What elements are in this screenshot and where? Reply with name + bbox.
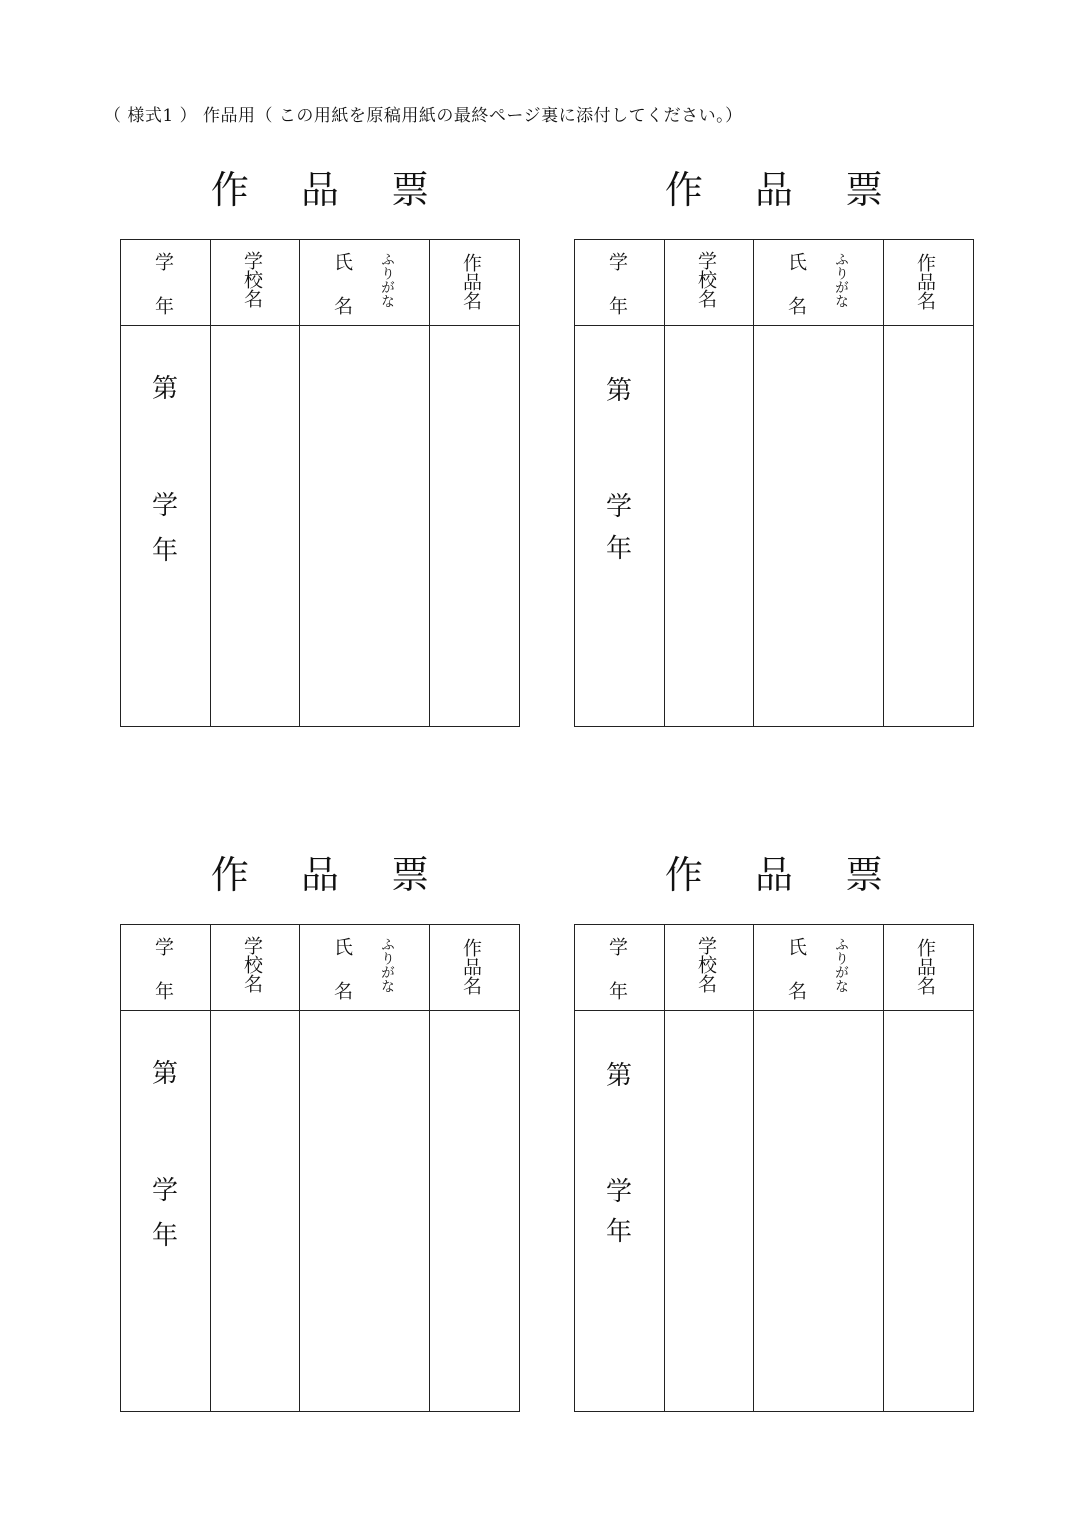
header-name-top: 氏 (785, 252, 807, 271)
header-school-name: 学校名 (241, 936, 263, 993)
header-school-name: 学校名 (241, 251, 263, 308)
header-grade-bottom: 年 (152, 296, 174, 315)
card-title: 作 品 票 (664, 168, 904, 212)
work-slip-table (120, 924, 520, 1412)
header-grade-top: 学 (152, 937, 174, 956)
header-note: （ 様式1 ） 作品用（ この用紙を原稿用紙の最終ページ裏に添付してください。） (104, 106, 743, 126)
grade-gaku: 学 (606, 1177, 633, 1207)
header-furigana: ふりがな (379, 252, 395, 308)
card-title: 作 品 票 (210, 853, 450, 897)
header-grade-top: 学 (606, 252, 628, 271)
header-work-title: 作品名 (460, 938, 482, 995)
grade-nen: 年 (606, 1217, 633, 1247)
header-furigana: ふりがな (833, 252, 849, 308)
grade-dai: 第 (606, 1061, 633, 1091)
header-name-bottom: 名 (785, 981, 807, 1000)
header-furigana: ふりがな (833, 937, 849, 993)
header-name-top: 氏 (331, 937, 353, 956)
grade-gaku: 学 (152, 491, 179, 521)
header-work-title: 作品名 (914, 253, 936, 310)
header-school-name: 学校名 (695, 936, 717, 993)
header-name-top: 氏 (785, 937, 807, 956)
header-name-top: 氏 (331, 252, 353, 271)
grade-gaku: 学 (606, 492, 633, 522)
grade-gaku: 学 (152, 1176, 179, 1206)
header-grade-top: 学 (152, 252, 174, 271)
header-name-bottom: 名 (331, 981, 353, 1000)
work-slip-table (120, 239, 520, 727)
header-grade-bottom: 年 (606, 296, 628, 315)
header-furigana: ふりがな (379, 937, 395, 993)
grade-nen: 年 (152, 536, 179, 566)
grade-nen: 年 (152, 1221, 179, 1251)
grade-dai: 第 (606, 376, 633, 406)
header-name-bottom: 名 (331, 296, 353, 315)
card-title: 作 品 票 (210, 168, 450, 212)
header-work-title: 作品名 (460, 253, 482, 310)
work-slip-table (574, 924, 974, 1412)
grade-nen: 年 (606, 534, 633, 564)
header-work-title: 作品名 (914, 938, 936, 995)
grade-dai: 第 (152, 374, 179, 404)
header-name-bottom: 名 (785, 296, 807, 315)
header-grade-bottom: 年 (152, 981, 174, 1000)
header-grade-bottom: 年 (606, 981, 628, 1000)
card-title: 作 品 票 (664, 853, 904, 897)
work-slip-table (574, 239, 974, 727)
header-school-name: 学校名 (695, 251, 717, 308)
header-grade-top: 学 (606, 937, 628, 956)
grade-dai: 第 (152, 1059, 179, 1089)
